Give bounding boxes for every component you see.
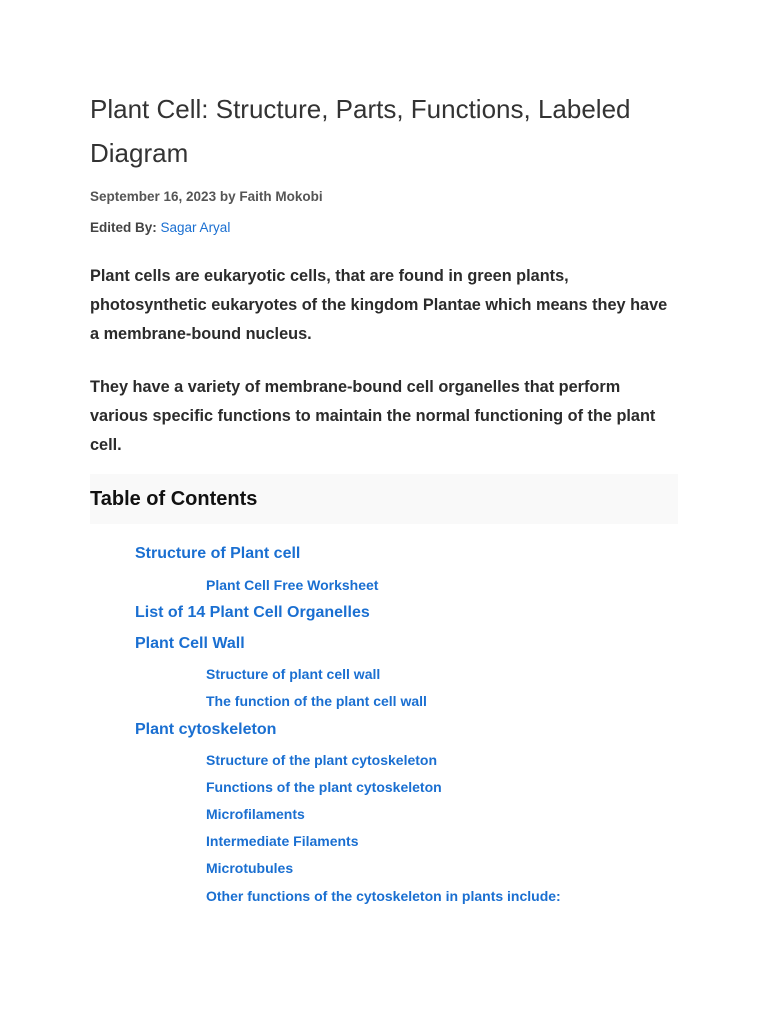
toc-item-microtubules[interactable]: Microtubules [206, 860, 294, 876]
toc-header [90, 474, 678, 524]
toc-item-plant-cell-free-worksheet[interactable]: Plant Cell Free Worksheet [206, 577, 379, 593]
editor-link[interactable]: Sagar Aryal [160, 220, 231, 235]
edited-by-label: Edited By: [90, 220, 157, 235]
edited-by [90, 219, 230, 237]
toc-item-function-of-cell-wall[interactable]: The function of the plant cell wall [206, 693, 427, 709]
toc-item-other-functions[interactable]: Other functions of the cytoskeleton in plants include: [206, 888, 561, 904]
toc-item-microfilaments[interactable]: Microfilaments [206, 806, 305, 822]
toc-title: Table of Contents [90, 488, 258, 510]
toc-item-structure-of-cell-wall[interactable]: Structure of plant cell wall [206, 666, 381, 682]
intro-paragraph: Plant cells are eukaryotic cells, that are found in green plants, photosynthetic eukaryotes of the kingdom Plantae which means they have a membrane-bound nucleus. [90, 267, 668, 343]
toc-item-plant-cytoskeleton[interactable]: Plant cytoskeleton [135, 721, 277, 738]
organelles-paragraph: They have a variety of membrane-bound cell organelles that perform various specific functions to maintain the normal functioning of the plant cell. [90, 378, 656, 454]
toc-item-structure-of-plant-cell[interactable]: Structure of Plant cell [135, 545, 301, 562]
toc-item-plant-cell-wall[interactable]: Plant Cell Wall [135, 635, 245, 652]
toc-item-list-of-organelles[interactable]: List of 14 Plant Cell Organelles [135, 604, 370, 621]
article-title: Plant Cell: Structure, Parts, Functions, Labeled Diagram [90, 94, 631, 168]
toc-item-structure-of-cytoskeleton[interactable]: Structure of the plant cytoskeleton [206, 752, 438, 768]
toc-item-functions-of-cytoskeleton[interactable]: Functions of the plant cytoskeleton [206, 779, 442, 795]
article-meta: September 16, 2023 by Faith Mokobi [90, 189, 323, 204]
toc-item-intermediate-filaments[interactable]: Intermediate Filaments [206, 833, 359, 849]
